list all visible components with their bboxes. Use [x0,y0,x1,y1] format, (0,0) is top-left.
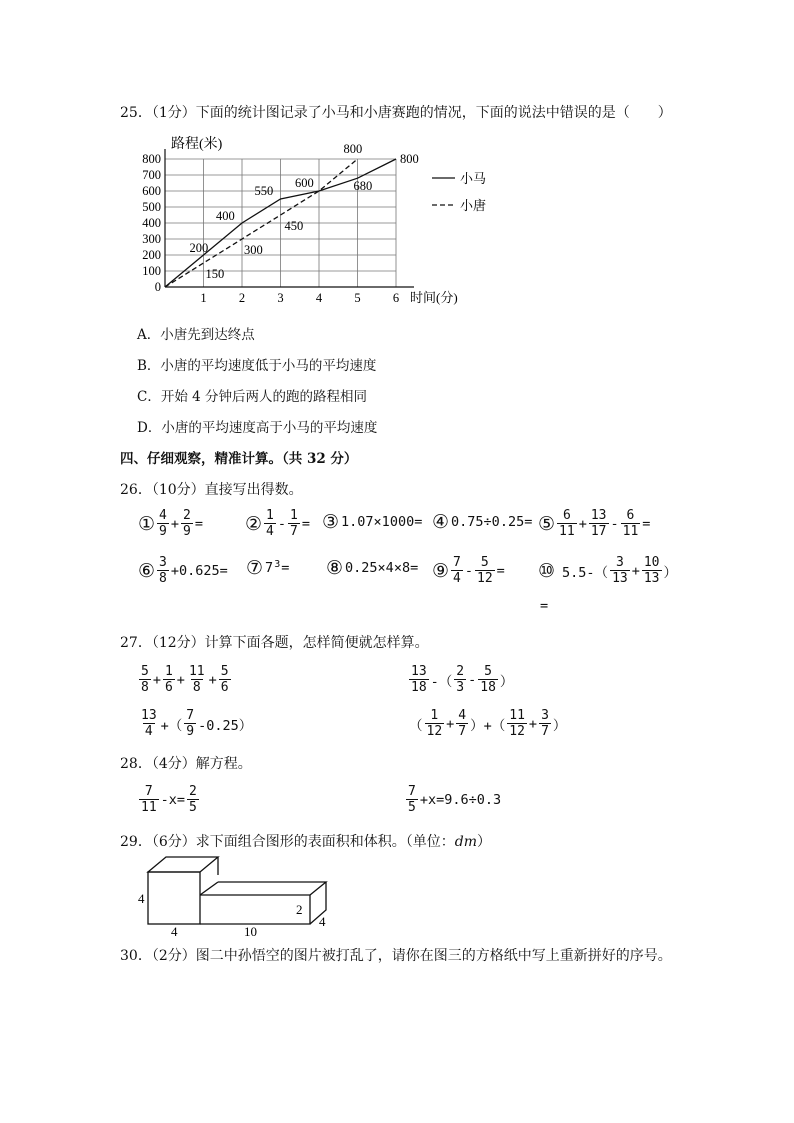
legend-label-0: 小马 [460,171,487,186]
data-label: 800 [343,142,363,156]
fraction: 5 18 [480,664,496,695]
q26-item-5: ⑤ 6 11 + $\frac{13}{17}$ - $\frac{6}{11}$ = [538,508,651,539]
q26-item-1: ① 4 9 + $\frac{2}{9}$ = [138,508,203,539]
dim-right-length: 10 [244,924,257,939]
y-axis-label: 路程(米) [171,137,223,152]
y-tick-label: 800 [142,152,161,166]
q28-equation-1: 7 11 -x= $\frac{2}{5}$ [141,784,197,815]
q27-expr-4: （ 1 12 + $\frac{4}{7}$ ）+（ 11 12 + $\frac{3}{7}$ ） [409,708,567,739]
fraction: $\frac{6}{11}$ [622,508,639,539]
q27-expr-1: 5 8 + $\frac{1}{6}$ + $\frac{11}{8}$ + $\frac{5}{6}$ [141,664,229,695]
fraction: 2 3 [456,664,465,695]
fraction: $\frac{5}{12}$ [477,555,493,586]
fraction: $\frac{2}{5}$ [189,784,197,815]
legend-label-1: 小唐 [460,198,487,213]
dim-left-width: 4 [171,924,178,939]
q26-item-2: ② 1 4 - $\frac{1}{7}$ = [245,508,310,539]
fraction: $\frac{2}{9}$ [183,508,191,539]
x-tick-label: 1 [200,291,207,305]
y-tick-label: 100 [142,264,161,278]
q26-item-10: ⑩ 5.5-（ 3 13 + $\frac{10}{13}$ ） [538,555,678,586]
item-number: ⑩ [538,559,556,582]
fraction: 13 18 [411,664,427,695]
dim-right-height: 2 [296,902,303,917]
q26-stem: 26．（10分）直接写出得数。 [120,482,303,498]
data-label: 150 [205,267,225,281]
chart-grid [165,159,396,287]
data-label: 680 [353,179,373,194]
q29-stem: 29．（6分）求下面组合图形的表面积和体积。（单位：dm） [120,834,491,850]
q26-item-6: ⑥ 3 8 +0.625= [138,555,228,586]
right-cuboid-edge [200,882,218,895]
fraction: 5 8 [141,664,149,695]
fraction: $\frac{1}{6}$ [164,664,173,695]
fraction: 3 13 [612,555,628,586]
fraction: 3 8 [159,555,167,586]
chart-legend [432,171,486,213]
y-tick-label: 400 [142,216,161,230]
data-label: 300 [244,243,263,257]
item-number: ⑧ [326,557,344,579]
item-number: ⑨ [432,559,450,582]
q28-equation-2: 7 5 +x=9.6÷0.3 [408,784,502,815]
fraction: 13 4 [141,708,157,739]
q26-item-7: ⑦ 7 $^3$ = [246,557,290,579]
fraction: 6 11 [559,508,575,539]
fraction: $\frac{1}{7}$ [290,508,298,539]
y-tick-label: 500 [142,200,161,214]
fraction: 1 4 [266,508,274,539]
q25-option-b[interactable]: B．小唐的平均速度低于小马的平均速度 [137,358,377,374]
fraction: 1 12 [426,708,443,739]
q27-stem: 27．（12分）计算下面各题，怎样简便就怎样算。 [120,635,429,651]
y-tick-label: 200 [142,248,161,262]
fraction: 11 12 [509,708,525,739]
fraction: 7 9 [186,708,195,739]
q28-stem: 28．（4分）解方程。 [120,756,252,772]
combined-cuboid-figure [130,850,340,940]
x-tick-label: 5 [354,291,361,305]
item-number: ⑥ [138,559,156,582]
fraction: 7 5 [408,784,416,815]
q27-expr-3: 13 4 +（ 7 9 -0.25） [141,708,253,739]
fraction: $\frac{11}{8}$ [188,664,205,695]
right-cuboid-top [218,882,326,895]
q25-stem: 25．（1分）下面的统计图记录了小马和小唐赛跑的情况，下面的说法中错误的是（ ） [120,105,672,121]
fraction: $\frac{4}{7}$ [458,708,467,739]
dim-right-depth: 4 [319,914,326,929]
item-number: ⑦ [246,557,264,579]
item-number: ⑤ [538,512,556,535]
q26-item-9: ⑨ 7 4 - $\frac{5}{12}$ = [432,555,505,586]
chart-axes [165,149,414,287]
data-label: 550 [254,184,274,198]
q30-stem: 30．（2分）图二中孙悟空的图片被打乱了，请你在图三的方格纸中写上重新拼好的序号。 [120,948,672,964]
left-cuboid-top [148,857,218,872]
q27-expr-2: 13 18 -（ 2 3 - 5 18 ） [411,664,514,695]
data-label: 400 [216,209,235,223]
left-cuboid-front [148,872,200,924]
fraction: $\frac{13}{17}$ [590,508,607,539]
y-tick-label: 600 [142,184,161,198]
y-tick-label: 700 [142,168,161,182]
data-label: 800 [400,152,419,166]
right-cuboid-front [200,895,310,924]
fraction: $\frac{5}{6}$ [220,664,229,695]
x-tick-label: 2 [238,291,246,305]
x-tick-label: 3 [277,291,284,305]
q26-item-10-equals: = [540,598,549,614]
item-number: ① [138,512,156,535]
item-number: ④ [432,511,450,533]
q26-item-4: ④ 0.75÷0.25= [432,511,533,533]
fraction: 7 11 [141,784,157,815]
fraction: 4 9 [159,508,167,539]
x-axis-label: 时间(分) [410,290,458,305]
dim-left-height: 4 [138,891,145,906]
data-label: 450 [284,219,304,233]
fraction: 7 4 [453,555,461,586]
data-label: 200 [189,241,209,255]
y-tick-label: 0 [154,280,161,294]
q25-option-d[interactable]: D．小唐的平均速度高于小马的平均速度 [137,420,378,436]
distance-time-chart [130,132,487,307]
q25-option-c[interactable]: C．开始 4 分钟后两人的跑的路程相同 [137,389,368,405]
chart-labels [142,135,457,305]
x-tick-label: 6 [392,291,400,305]
y-tick-label: 300 [142,232,161,246]
item-number: ② [245,512,263,535]
data-label: 600 [295,176,314,190]
q26-item-8: ⑧ 0.25×4×8= [326,557,419,579]
x-tick-label: 4 [315,291,323,305]
item-number: ③ [322,511,340,533]
section-4-title: 四、仔细观察，精准计算。（共 32 分） [120,451,358,467]
fraction: $\frac{10}{13}$ [643,555,660,586]
q26-item-3: ③ 1.07×1000= [322,511,423,533]
q25-option-a[interactable]: A．小唐先到达终点 [137,327,255,343]
fraction: $\frac{3}{7}$ [541,708,549,739]
